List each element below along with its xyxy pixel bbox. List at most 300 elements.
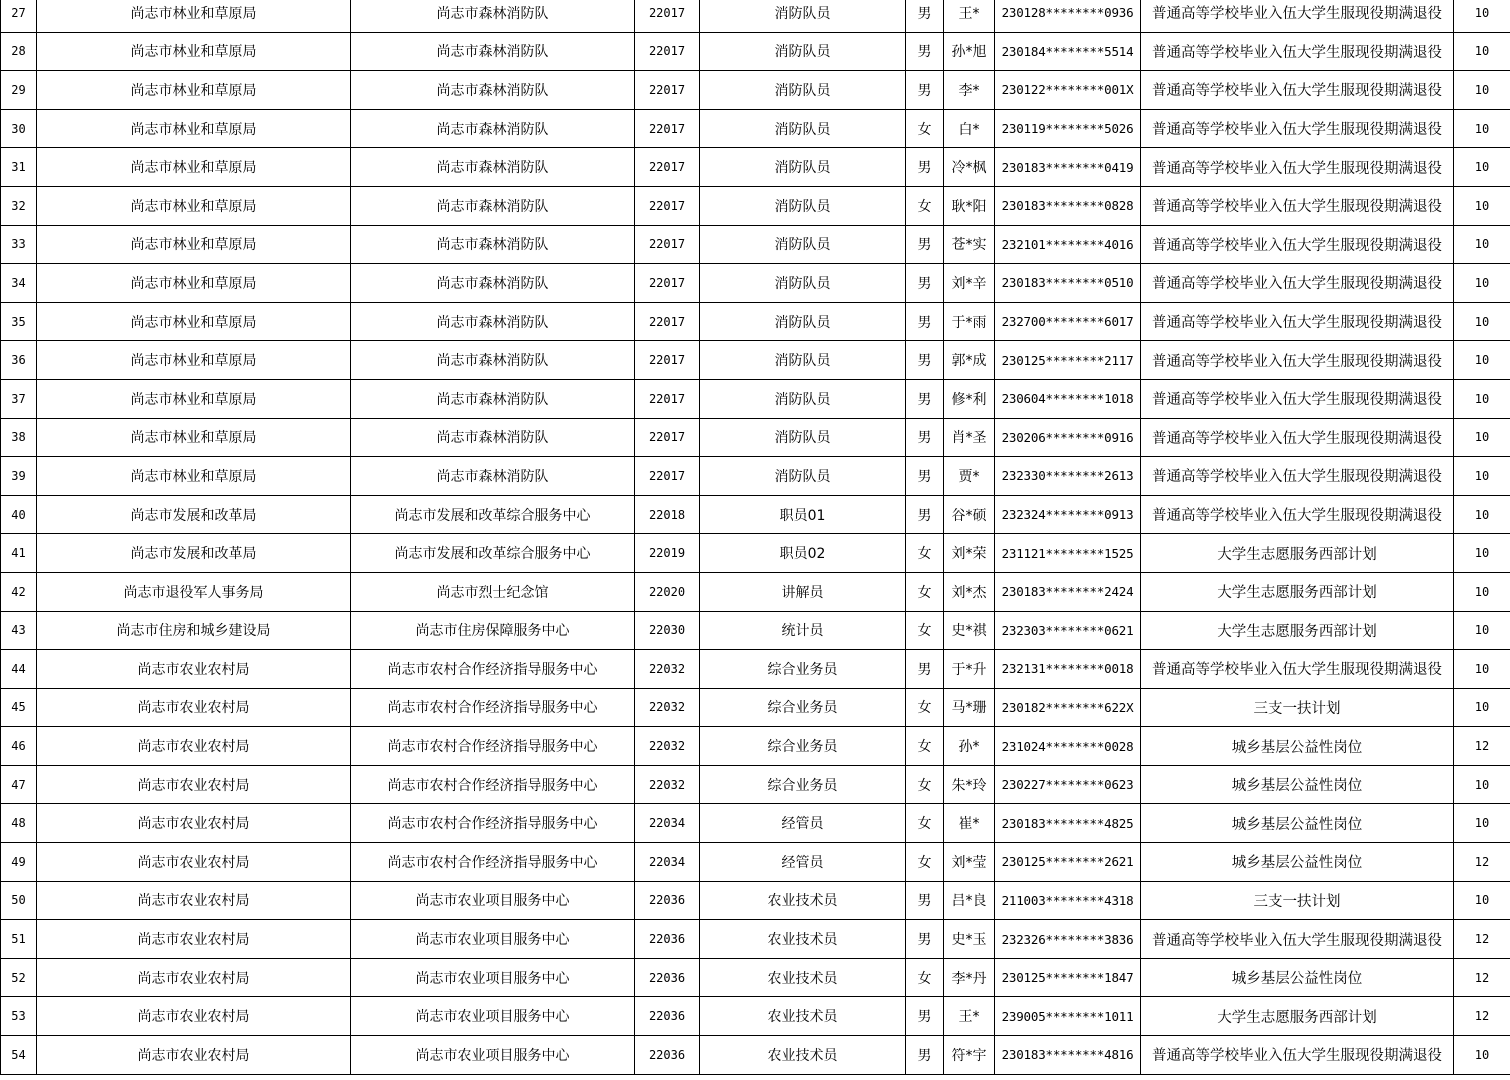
row-number-cell: 29 [1,71,37,110]
gender-cell: 女 [906,534,944,573]
gender-cell: 男 [906,379,944,418]
name-cell: 贾* [944,457,995,496]
table-row [1,534,1510,573]
name-cell: 崔* [944,804,995,843]
position-name-cell: 职员01 [700,495,906,534]
row-number-cell: 36 [1,341,37,380]
position-name-cell: 消防队员 [700,341,906,380]
id-number-cell: 231121********1525 [995,534,1141,573]
position-name-cell: 消防队员 [700,71,906,110]
position-code-cell: 22019 [635,534,700,573]
unit-cell: 尚志市森林消防队 [351,0,635,32]
position-code-cell: 22017 [635,0,700,32]
bonus-score-cell: 10 [1454,804,1510,843]
id-number-cell: 230227********0623 [995,765,1141,804]
bonus-category-cell: 普通高等学校毕业入伍大学生服现役期满退役 [1141,264,1454,303]
bonus-score-cell: 10 [1454,341,1510,380]
department-cell: 尚志市农业农村局 [37,997,351,1036]
id-number-cell: 230125********2117 [995,341,1141,380]
row-number-cell: 45 [1,688,37,727]
bonus-score-cell: 10 [1454,534,1510,573]
position-name-cell: 消防队员 [700,0,906,32]
position-code-cell: 22017 [635,109,700,148]
table-row [1,650,1510,689]
unit-cell: 尚志市森林消防队 [351,264,635,303]
gender-cell: 男 [906,1036,944,1075]
id-number-cell: 230183********4825 [995,804,1141,843]
bonus-score-cell: 10 [1454,186,1510,225]
table-row [1,457,1510,496]
bonus-score-cell: 10 [1454,457,1510,496]
gender-cell: 男 [906,302,944,341]
unit-cell: 尚志市农村合作经济指导服务中心 [351,765,635,804]
table-row [1,804,1510,843]
row-number-cell: 53 [1,997,37,1036]
bonus-score-cell: 10 [1454,418,1510,457]
position-code-cell: 22017 [635,264,700,303]
bonus-score-cell: 10 [1454,0,1510,32]
table-row [1,611,1510,650]
position-code-cell: 22017 [635,341,700,380]
bonus-score-cell: 10 [1454,225,1510,264]
id-number-cell: 211003********4318 [995,881,1141,920]
id-number-cell: 230604********1018 [995,379,1141,418]
position-name-cell: 消防队员 [700,418,906,457]
name-cell: 刘*辛 [944,264,995,303]
name-cell: 李*丹 [944,958,995,997]
position-name-cell: 消防队员 [700,148,906,187]
department-cell: 尚志市林业和草原局 [37,225,351,264]
bonus-category-cell: 大学生志愿服务西部计划 [1141,997,1454,1036]
position-code-cell: 22032 [635,688,700,727]
department-cell: 尚志市林业和草原局 [37,148,351,187]
gender-cell: 男 [906,418,944,457]
table-row [1,302,1510,341]
bonus-category-cell: 大学生志愿服务西部计划 [1141,534,1454,573]
department-cell: 尚志市农业农村局 [37,958,351,997]
department-cell: 尚志市住房和城乡建设局 [37,611,351,650]
name-cell: 肖*圣 [944,418,995,457]
unit-cell: 尚志市烈士纪念馆 [351,572,635,611]
position-code-cell: 22017 [635,457,700,496]
bonus-score-cell: 10 [1454,765,1510,804]
table-row [1,379,1510,418]
name-cell: 苍*实 [944,225,995,264]
unit-cell: 尚志市农业项目服务中心 [351,920,635,959]
position-code-cell: 22018 [635,495,700,534]
bonus-category-cell: 城乡基层公益性岗位 [1141,804,1454,843]
gender-cell: 男 [906,920,944,959]
position-name-cell: 讲解员 [700,572,906,611]
table-row [1,920,1510,959]
unit-cell: 尚志市住房保障服务中心 [351,611,635,650]
department-cell: 尚志市林业和草原局 [37,71,351,110]
position-name-cell: 农业技术员 [700,920,906,959]
row-number-cell: 37 [1,379,37,418]
bonus-category-cell: 大学生志愿服务西部计划 [1141,611,1454,650]
table-row [1,71,1510,110]
department-cell: 尚志市林业和草原局 [37,264,351,303]
id-number-cell: 230183********4816 [995,1036,1141,1075]
name-cell: 符*宇 [944,1036,995,1075]
position-code-cell: 22034 [635,843,700,882]
id-number-cell: 232326********3836 [995,920,1141,959]
name-cell: 修*利 [944,379,995,418]
position-code-cell: 22017 [635,379,700,418]
name-cell: 马*珊 [944,688,995,727]
unit-cell: 尚志市森林消防队 [351,379,635,418]
bonus-category-cell: 普通高等学校毕业入伍大学生服现役期满退役 [1141,109,1454,148]
id-number-cell: 230183********0510 [995,264,1141,303]
name-cell: 耿*阳 [944,186,995,225]
position-code-cell: 22017 [635,302,700,341]
row-number-cell: 43 [1,611,37,650]
unit-cell: 尚志市森林消防队 [351,225,635,264]
bonus-category-cell: 普通高等学校毕业入伍大学生服现役期满退役 [1141,341,1454,380]
position-name-cell: 综合业务员 [700,727,906,766]
position-code-cell: 22036 [635,920,700,959]
bonus-score-cell: 10 [1454,881,1510,920]
table-row [1,264,1510,303]
name-cell: 孙* [944,727,995,766]
position-code-cell: 22036 [635,997,700,1036]
row-number-cell: 41 [1,534,37,573]
unit-cell: 尚志市森林消防队 [351,418,635,457]
row-number-cell: 47 [1,765,37,804]
table-row [1,727,1510,766]
bonus-category-cell: 普通高等学校毕业入伍大学生服现役期满退役 [1141,1036,1454,1075]
table-row [1,997,1510,1036]
table-row [1,341,1510,380]
position-name-cell: 消防队员 [700,379,906,418]
department-cell: 尚志市林业和草原局 [37,341,351,380]
bonus-score-cell: 10 [1454,379,1510,418]
department-cell: 尚志市林业和草原局 [37,302,351,341]
id-number-cell: 230125********1847 [995,958,1141,997]
bonus-score-cell: 10 [1454,495,1510,534]
position-name-cell: 消防队员 [700,186,906,225]
bonus-score-cell: 12 [1454,920,1510,959]
gender-cell: 男 [906,148,944,187]
row-number-cell: 34 [1,264,37,303]
department-cell: 尚志市发展和改革局 [37,534,351,573]
row-number-cell: 50 [1,881,37,920]
name-cell: 史*玉 [944,920,995,959]
name-cell: 刘*荣 [944,534,995,573]
bonus-score-cell: 10 [1454,71,1510,110]
row-number-cell: 40 [1,495,37,534]
gender-cell: 男 [906,997,944,1036]
position-code-cell: 22032 [635,765,700,804]
unit-cell: 尚志市农村合作经济指导服务中心 [351,650,635,689]
gender-cell: 女 [906,765,944,804]
position-code-cell: 22032 [635,650,700,689]
gender-cell: 男 [906,650,944,689]
bonus-category-cell: 普通高等学校毕业入伍大学生服现役期满退役 [1141,650,1454,689]
unit-cell: 尚志市森林消防队 [351,341,635,380]
bonus-score-cell: 10 [1454,572,1510,611]
gender-cell: 男 [906,225,944,264]
name-cell: 王* [944,0,995,32]
id-number-cell: 230182********622X [995,688,1141,727]
position-name-cell: 综合业务员 [700,688,906,727]
department-cell: 尚志市农业农村局 [37,920,351,959]
gender-cell: 女 [906,958,944,997]
department-cell: 尚志市林业和草原局 [37,109,351,148]
name-cell: 史*祺 [944,611,995,650]
department-cell: 尚志市农业农村局 [37,881,351,920]
gender-cell: 女 [906,843,944,882]
position-name-cell: 综合业务员 [700,650,906,689]
unit-cell: 尚志市森林消防队 [351,109,635,148]
row-number-cell: 48 [1,804,37,843]
unit-cell: 尚志市农业项目服务中心 [351,997,635,1036]
gender-cell: 男 [906,32,944,71]
gender-cell: 男 [906,341,944,380]
bonus-category-cell: 普通高等学校毕业入伍大学生服现役期满退役 [1141,418,1454,457]
table-row [1,225,1510,264]
position-code-cell: 22032 [635,727,700,766]
bonus-score-cell: 10 [1454,650,1510,689]
gender-cell: 女 [906,727,944,766]
bonus-category-cell: 城乡基层公益性岗位 [1141,727,1454,766]
bonus-category-cell: 普通高等学校毕业入伍大学生服现役期满退役 [1141,71,1454,110]
department-cell: 尚志市林业和草原局 [37,186,351,225]
gender-cell: 女 [906,186,944,225]
id-number-cell: 230206********0916 [995,418,1141,457]
row-number-cell: 33 [1,225,37,264]
bonus-score-cell: 10 [1454,109,1510,148]
row-number-cell: 46 [1,727,37,766]
position-name-cell: 消防队员 [700,32,906,71]
table-row [1,843,1510,882]
row-number-cell: 39 [1,457,37,496]
row-number-cell: 28 [1,32,37,71]
row-number-cell: 51 [1,920,37,959]
bonus-category-cell: 普通高等学校毕业入伍大学生服现役期满退役 [1141,379,1454,418]
id-number-cell: 232324********0913 [995,495,1141,534]
position-name-cell: 消防队员 [700,264,906,303]
bonus-score-cell: 12 [1454,997,1510,1036]
gender-cell: 男 [906,457,944,496]
bonus-score-cell: 10 [1454,611,1510,650]
position-code-cell: 22017 [635,186,700,225]
bonus-category-cell: 城乡基层公益性岗位 [1141,958,1454,997]
unit-cell: 尚志市发展和改革综合服务中心 [351,495,635,534]
unit-cell: 尚志市森林消防队 [351,148,635,187]
position-name-cell: 消防队员 [700,457,906,496]
name-cell: 郭*成 [944,341,995,380]
position-name-cell: 农业技术员 [700,1036,906,1075]
name-cell: 孙*旭 [944,32,995,71]
bonus-score-cell: 12 [1454,958,1510,997]
department-cell: 尚志市发展和改革局 [37,495,351,534]
position-code-cell: 22030 [635,611,700,650]
department-cell: 尚志市林业和草原局 [37,32,351,71]
position-name-cell: 农业技术员 [700,881,906,920]
position-name-cell: 消防队员 [700,109,906,148]
department-cell: 尚志市农业农村局 [37,804,351,843]
unit-cell: 尚志市农村合作经济指导服务中心 [351,804,635,843]
table-row [1,418,1510,457]
unit-cell: 尚志市森林消防队 [351,186,635,225]
table-body [1,0,1510,1074]
bonus-category-cell: 普通高等学校毕业入伍大学生服现役期满退役 [1141,0,1454,32]
row-number-cell: 32 [1,186,37,225]
position-code-cell: 22017 [635,71,700,110]
row-number-cell: 44 [1,650,37,689]
bonus-score-cell: 10 [1454,264,1510,303]
department-cell: 尚志市林业和草原局 [37,379,351,418]
table-row [1,1036,1510,1075]
name-cell: 刘*莹 [944,843,995,882]
table-row [1,495,1510,534]
position-name-cell: 农业技术员 [700,997,906,1036]
position-code-cell: 22017 [635,225,700,264]
position-name-cell: 职员02 [700,534,906,573]
bonus-category-cell: 三支一扶计划 [1141,881,1454,920]
department-cell: 尚志市农业农村局 [37,650,351,689]
bonus-category-cell: 普通高等学校毕业入伍大学生服现役期满退役 [1141,186,1454,225]
gender-cell: 女 [906,688,944,727]
department-cell: 尚志市农业农村局 [37,688,351,727]
table-row [1,109,1510,148]
unit-cell: 尚志市森林消防队 [351,32,635,71]
unit-cell: 尚志市农村合作经济指导服务中心 [351,843,635,882]
unit-cell: 尚志市农业项目服务中心 [351,1036,635,1075]
position-code-cell: 22020 [635,572,700,611]
position-name-cell: 经管员 [700,804,906,843]
unit-cell: 尚志市森林消防队 [351,302,635,341]
position-code-cell: 22017 [635,32,700,71]
gender-cell: 女 [906,611,944,650]
department-cell: 尚志市林业和草原局 [37,0,351,32]
name-cell: 刘*杰 [944,572,995,611]
row-number-cell: 38 [1,418,37,457]
name-cell: 李* [944,71,995,110]
id-number-cell: 232131********0018 [995,650,1141,689]
bonus-category-cell: 大学生志愿服务西部计划 [1141,572,1454,611]
name-cell: 朱*玲 [944,765,995,804]
gender-cell: 女 [906,804,944,843]
position-code-cell: 22017 [635,148,700,187]
id-number-cell: 232700********6017 [995,302,1141,341]
name-cell: 冷*枫 [944,148,995,187]
bonus-score-cell: 10 [1454,302,1510,341]
table-row [1,32,1510,71]
position-code-cell: 22036 [635,958,700,997]
gender-cell: 男 [906,0,944,32]
id-number-cell: 230183********0828 [995,186,1141,225]
unit-cell: 尚志市农村合作经济指导服务中心 [351,727,635,766]
row-number-cell: 52 [1,958,37,997]
row-number-cell: 31 [1,148,37,187]
id-number-cell: 232101********4016 [995,225,1141,264]
row-number-cell: 30 [1,109,37,148]
id-number-cell: 230125********2621 [995,843,1141,882]
table-row [1,148,1510,187]
row-number-cell: 54 [1,1036,37,1075]
unit-cell: 尚志市农业项目服务中心 [351,881,635,920]
unit-cell: 尚志市农业项目服务中心 [351,958,635,997]
position-name-cell: 消防队员 [700,225,906,264]
bonus-category-cell: 普通高等学校毕业入伍大学生服现役期满退役 [1141,457,1454,496]
id-number-cell: 230119********5026 [995,109,1141,148]
name-cell: 吕*良 [944,881,995,920]
id-number-cell: 232330********2613 [995,457,1141,496]
bonus-score-cell: 10 [1454,1036,1510,1075]
table-row [1,688,1510,727]
department-cell: 尚志市农业农村局 [37,1036,351,1075]
id-number-cell: 232303********0621 [995,611,1141,650]
bonus-score-cell: 12 [1454,843,1510,882]
bonus-category-cell: 普通高等学校毕业入伍大学生服现役期满退役 [1141,225,1454,264]
bonus-category-cell: 普通高等学校毕业入伍大学生服现役期满退役 [1141,920,1454,959]
id-number-cell: 230122********001X [995,71,1141,110]
id-number-cell: 230183********0419 [995,148,1141,187]
id-number-cell: 230183********2424 [995,572,1141,611]
table-row [1,765,1510,804]
row-number-cell: 27 [1,0,37,32]
unit-cell: 尚志市农村合作经济指导服务中心 [351,688,635,727]
bonus-category-cell: 普通高等学校毕业入伍大学生服现役期满退役 [1141,32,1454,71]
name-cell: 于*升 [944,650,995,689]
table-row [1,881,1510,920]
bonus-score-cell: 12 [1454,727,1510,766]
position-name-cell: 经管员 [700,843,906,882]
position-code-cell: 22034 [635,804,700,843]
bonus-score-cell: 10 [1454,32,1510,71]
unit-cell: 尚志市森林消防队 [351,71,635,110]
department-cell: 尚志市退役军人事务局 [37,572,351,611]
gender-cell: 女 [906,572,944,611]
row-number-cell: 35 [1,302,37,341]
id-number-cell: 230128********0936 [995,0,1141,32]
position-name-cell: 统计员 [700,611,906,650]
bonus-score-cell: 10 [1454,688,1510,727]
id-number-cell: 231024********0028 [995,727,1141,766]
bonus-category-cell: 三支一扶计划 [1141,688,1454,727]
position-name-cell: 消防队员 [700,302,906,341]
department-cell: 尚志市林业和草原局 [37,418,351,457]
table-row [1,572,1510,611]
row-number-cell: 42 [1,572,37,611]
bonus-category-cell: 普通高等学校毕业入伍大学生服现役期满退役 [1141,302,1454,341]
row-number-cell: 49 [1,843,37,882]
bonus-category-cell: 普通高等学校毕业入伍大学生服现役期满退役 [1141,148,1454,187]
department-cell: 尚志市农业农村局 [37,843,351,882]
gender-cell: 女 [906,109,944,148]
unit-cell: 尚志市发展和改革综合服务中心 [351,534,635,573]
department-cell: 尚志市农业农村局 [37,727,351,766]
gender-cell: 男 [906,264,944,303]
table-row [1,958,1510,997]
position-code-cell: 22017 [635,418,700,457]
table-row [1,0,1510,32]
gender-cell: 男 [906,71,944,110]
unit-cell: 尚志市森林消防队 [351,457,635,496]
position-name-cell: 综合业务员 [700,765,906,804]
name-cell: 谷*硕 [944,495,995,534]
gender-cell: 男 [906,881,944,920]
table-row [1,186,1510,225]
bonus-category-cell: 普通高等学校毕业入伍大学生服现役期满退役 [1141,495,1454,534]
id-number-cell: 230184********5514 [995,32,1141,71]
position-name-cell: 农业技术员 [700,958,906,997]
name-cell: 于*雨 [944,302,995,341]
name-cell: 白* [944,109,995,148]
department-cell: 尚志市农业农村局 [37,765,351,804]
